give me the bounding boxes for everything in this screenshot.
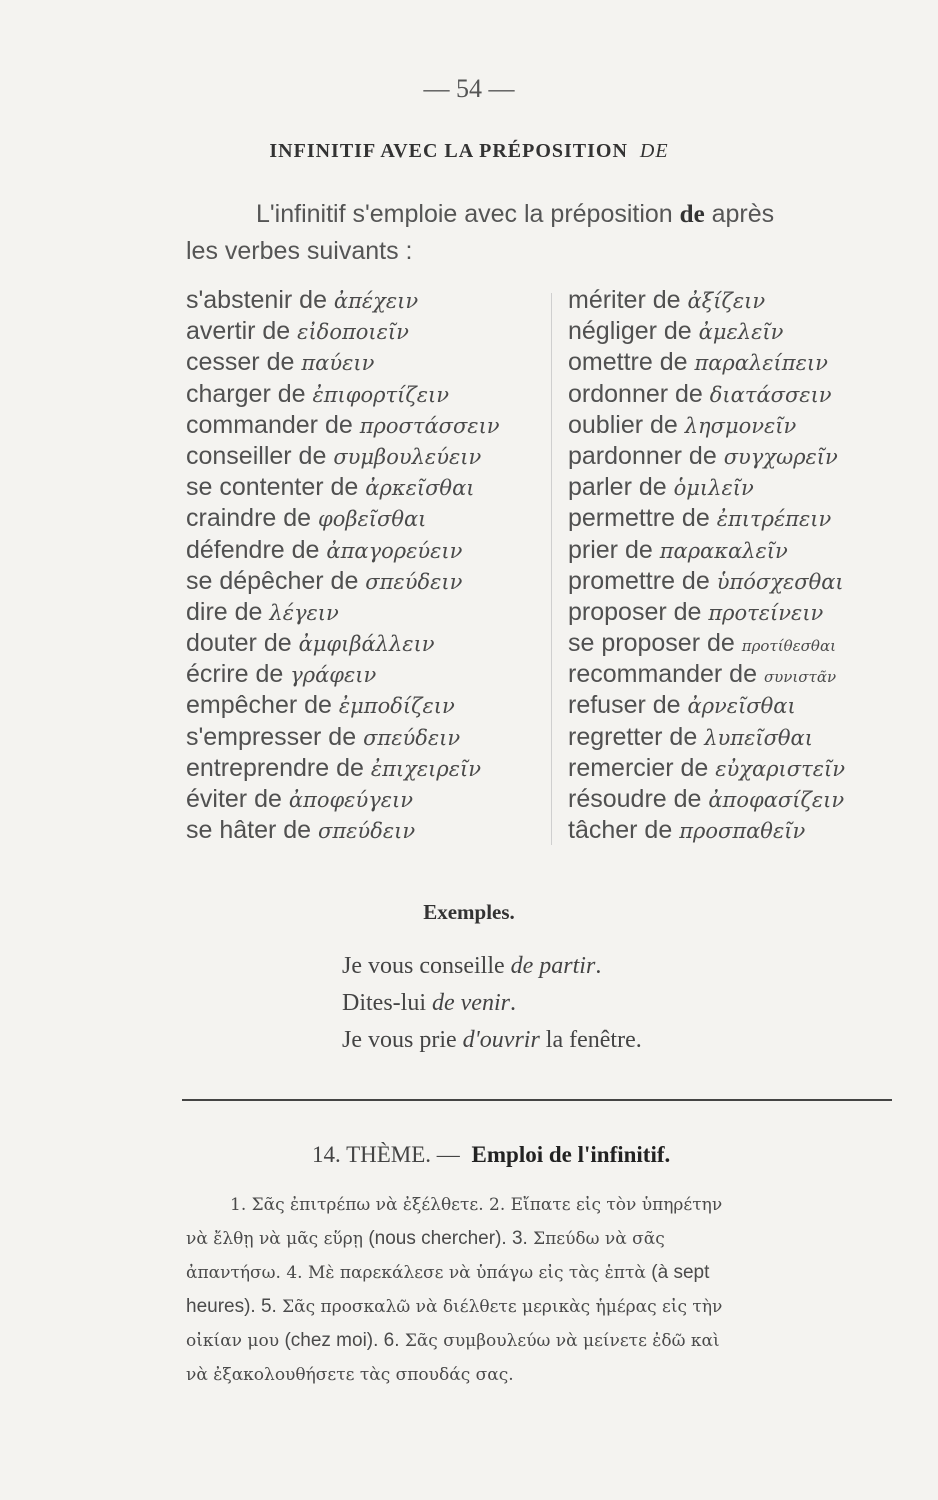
verb-entry xyxy=(568,535,928,566)
verb-entry xyxy=(186,410,546,441)
french-verb: promettre de xyxy=(568,566,717,595)
greek-verb: προσπαθεῖν xyxy=(679,819,806,844)
example-text-end: . xyxy=(509,990,516,1016)
verb-entry xyxy=(568,379,928,410)
greek-verb: ἀπαγορεύειν xyxy=(326,538,463,563)
french-verb: éviter de xyxy=(186,785,289,813)
french-verb: remercier de xyxy=(568,753,716,782)
intro-text: L'infinitif s'emploie avec la préposition xyxy=(256,200,680,228)
greek-verb: ἀξίζειν xyxy=(687,289,766,313)
verb-entry xyxy=(186,441,546,472)
french-verb: écrire de xyxy=(186,660,291,689)
greek-text: οἰκίαν μου xyxy=(186,1331,285,1351)
french-gloss: heures). 5. xyxy=(186,1296,283,1317)
verb-entry xyxy=(186,379,546,410)
greek-verb: λησμονεῖν xyxy=(684,413,797,438)
examples-heading: Exemples. xyxy=(423,900,515,924)
french-verb: résoudre de xyxy=(568,785,709,813)
verb-entry xyxy=(186,784,546,815)
greek-text: Σᾶς συμβουλεύω νὰ μείνετε ἐδῶ καὶ xyxy=(404,1331,720,1351)
verb-entry xyxy=(186,753,546,784)
example-sentence xyxy=(342,948,902,985)
intro-paragraph xyxy=(186,196,906,270)
french-verb: omettre de xyxy=(568,348,695,377)
page-number: — 54 — xyxy=(423,74,515,103)
greek-verb: συγχωρεῖν xyxy=(723,444,838,469)
french-verb: refuser de xyxy=(568,691,688,720)
greek-verb: ἀμφιβάλλειν xyxy=(298,632,435,657)
verb-entry xyxy=(186,628,546,659)
french-verb: prier de xyxy=(568,535,660,564)
intro-bold-de: de xyxy=(679,201,705,228)
french-verb: charger de xyxy=(186,379,313,408)
exercise-line xyxy=(186,1222,892,1256)
french-verb: douter de xyxy=(186,629,299,658)
verb-entry xyxy=(568,472,928,503)
greek-verb: ἐπιφορτίζειν xyxy=(312,382,449,407)
french-verb: pardonner de xyxy=(568,441,724,470)
exercise-line xyxy=(186,1290,892,1324)
verb-entry xyxy=(568,753,928,784)
verb-entry xyxy=(568,597,928,628)
french-verb: négliger de xyxy=(568,317,699,346)
greek-verb: ἐπιτρέπειν xyxy=(716,507,832,532)
section-title-preposition: DE xyxy=(639,140,669,162)
verb-entry xyxy=(568,285,928,316)
greek-text: ἀπαντήσω. 4. Μὲ παρεκάλεσε νὰ ὑπάγω εἰς τὰς ἑπτὰ xyxy=(186,1263,652,1283)
verb-column-left xyxy=(186,285,546,846)
french-verb: recommander de xyxy=(568,660,764,689)
verb-entry xyxy=(568,316,928,347)
french-verb: oublier de xyxy=(568,410,685,439)
theme-number: 14. THÈME. — xyxy=(312,1142,460,1167)
verb-entry xyxy=(568,347,928,378)
greek-verb: γράφειν xyxy=(290,663,377,688)
french-verb: conseiller de xyxy=(186,441,334,470)
intro-line-1 xyxy=(186,196,906,233)
verb-entry xyxy=(568,815,928,846)
greek-text: νὰ ἔλθῃ νὰ μᾶς εὕρῃ xyxy=(186,1229,369,1249)
verb-entry xyxy=(568,503,928,534)
example-infinitive: de venir xyxy=(432,990,510,1016)
french-verb: cesser de xyxy=(186,348,302,377)
exercise-line xyxy=(186,1256,892,1290)
example-text: Je vous conseille xyxy=(342,953,511,979)
verb-entry xyxy=(568,722,928,753)
theme-title: Emploi de l'infinitif. xyxy=(471,1142,671,1167)
french-verb: permettre de xyxy=(568,504,717,533)
example-text-end: la fenêtre. xyxy=(539,1027,642,1053)
example-sentence xyxy=(342,1022,902,1059)
greek-verb: σπεύδειν xyxy=(363,725,461,750)
french-verb: dire de xyxy=(186,597,270,626)
french-verb: craindre de xyxy=(186,504,319,533)
greek-verb: ἀποφασίζειν xyxy=(708,788,845,812)
french-verb: ordonner de xyxy=(568,379,710,408)
greek-verb: ἀπέχειν xyxy=(333,289,419,313)
horizontal-rule xyxy=(182,1099,892,1101)
verb-entry xyxy=(186,566,546,597)
verb-entry xyxy=(186,722,546,753)
greek-verb: φοβεῖσθαι xyxy=(318,507,427,532)
exercise-line xyxy=(186,1188,892,1222)
column-divider xyxy=(551,293,552,845)
verb-entry xyxy=(568,628,928,659)
french-verb: entreprendre de xyxy=(186,753,371,782)
verb-entry xyxy=(568,659,928,690)
greek-verb: σπεύδειν xyxy=(365,569,463,594)
french-verb: se proposer de xyxy=(568,629,742,658)
french-verb: s'empresser de xyxy=(186,722,364,751)
french-verb: tâcher de xyxy=(568,816,680,845)
greek-text: Σπεύδω νὰ σᾶς xyxy=(533,1229,665,1249)
exercise-line xyxy=(186,1358,892,1392)
example-infinitive: de partir xyxy=(510,953,596,979)
verb-entry xyxy=(568,690,928,721)
greek-verb: προτίθεσθαι xyxy=(741,637,836,656)
french-verb: s'abstenir de xyxy=(186,286,334,314)
verb-entry xyxy=(186,815,546,846)
french-verb: défendre de xyxy=(186,535,327,564)
french-gloss: (à sept xyxy=(651,1262,710,1283)
french-gloss: (chez moi). 6. xyxy=(284,1330,405,1351)
greek-verb: λυπεῖσθαι xyxy=(704,725,813,750)
greek-verb: διατάσσειν xyxy=(709,382,832,407)
intro-line-2: les verbes suivants : xyxy=(186,237,413,265)
greek-verb: προτείνειν xyxy=(708,600,824,625)
french-verb: se dépêcher de xyxy=(186,566,366,595)
french-verb: commander de xyxy=(186,410,360,439)
greek-verb: ἐμποδίζειν xyxy=(338,694,455,719)
verb-entry xyxy=(186,597,546,628)
greek-verb: συμβουλεύειν xyxy=(333,444,482,469)
greek-verb: ὑπόσχεσθαι xyxy=(716,569,844,594)
section-title xyxy=(0,140,938,163)
greek-verb: ἐπιχειρεῖν xyxy=(370,756,482,781)
verb-entry xyxy=(186,659,546,690)
section-title-main: INFINITIF AVEC LA PRÉPOSITION xyxy=(269,140,628,162)
example-text: Je vous prie xyxy=(342,1027,463,1053)
greek-verb: εἰδοποιεῖν xyxy=(297,320,409,345)
french-verb: avertir de xyxy=(186,317,298,346)
example-text-end: . xyxy=(595,953,602,979)
verb-entry xyxy=(568,441,928,472)
exercise-line xyxy=(186,1324,892,1358)
greek-verb: ἀρκεῖσθαι xyxy=(365,476,475,501)
greek-verb: ἀμελεῖν xyxy=(698,320,784,345)
examples-list xyxy=(342,948,902,1059)
verb-entry xyxy=(186,285,546,316)
verb-entry xyxy=(568,410,928,441)
verb-entry xyxy=(568,784,928,815)
verb-entry xyxy=(186,690,546,721)
exercise-text xyxy=(186,1188,892,1392)
greek-verb: σπεύδειν xyxy=(318,819,416,844)
greek-verb: ὁμιλεῖν xyxy=(673,476,754,501)
greek-verb: ἀρνεῖσθαι xyxy=(687,694,796,719)
greek-verb: παρακαλεῖν xyxy=(659,538,788,563)
greek-text: 1. Σᾶς ἐπιτρέπω νὰ ἐξέλθετε. 2. Εἴπατε εἰς τὸν ὑπηρέτην xyxy=(230,1195,723,1215)
verb-entry xyxy=(186,535,546,566)
french-verb: mériter de xyxy=(568,286,688,314)
intro-text-after: après xyxy=(704,200,775,228)
verb-entry xyxy=(186,503,546,534)
greek-verb: παύειν xyxy=(301,351,375,376)
french-gloss: (nous chercher). 3. xyxy=(368,1228,534,1249)
french-verb: empêcher de xyxy=(186,691,339,720)
greek-verb: συνιστᾶν xyxy=(763,668,837,687)
example-infinitive: d'ouvrir xyxy=(462,1027,540,1053)
french-verb: se hâter de xyxy=(186,816,319,845)
greek-verb: λέγειν xyxy=(269,600,339,625)
greek-verb: προστάσσειν xyxy=(359,413,500,438)
example-text: Dites-lui xyxy=(342,990,432,1016)
greek-text: νὰ ἐξακολουθήσετε τὰς σπουδάς σας. xyxy=(186,1365,514,1385)
verb-entry xyxy=(186,347,546,378)
french-verb: parler de xyxy=(568,473,674,502)
verb-entry xyxy=(568,566,928,597)
theme-heading xyxy=(312,1142,912,1168)
french-verb: regretter de xyxy=(568,722,705,751)
verb-entry xyxy=(186,472,546,503)
french-verb: se contenter de xyxy=(186,473,366,502)
greek-verb: εὐχαριστεῖν xyxy=(715,756,846,781)
verb-column-right xyxy=(568,285,928,846)
example-sentence xyxy=(342,985,902,1022)
greek-verb: παραλείπειν xyxy=(694,351,828,376)
french-verb: proposer de xyxy=(568,597,709,626)
greek-text: Σᾶς προσκαλῶ νὰ διέλθετε μερικὰς ἡμέρας εἰς τὴν xyxy=(282,1297,723,1317)
verb-entry xyxy=(186,316,546,347)
greek-verb: ἀποφεύγειν xyxy=(288,788,414,812)
